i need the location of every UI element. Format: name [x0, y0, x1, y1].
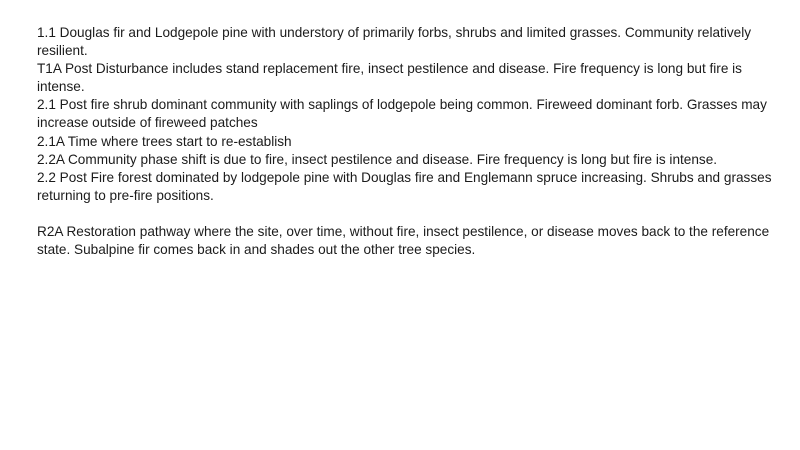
paragraph-spacer	[37, 205, 785, 223]
note-r2a: R2A Restoration pathway where the site, over time, without fire, insect pestilence, or disease moves back to the reference state. Subalpine fir comes back in and shades out the other tree species.	[37, 224, 770, 258]
note-2-2a: 2.2A Community phase shift is due to fire, insect pestilence and disease. Fire frequency is long but fire is intense.	[37, 151, 718, 167]
state-transition-notes	[37, 24, 785, 259]
note-2-1: 2.1 Post fire shrub dominant community with saplings of lodgepole being common. Fireweed dominant forb. Grasses may increase outside of fireweed patches	[37, 97, 767, 131]
note-t1a: T1A Post Disturbance includes stand replacement fire, insect pestilence and disease. Fire frequency is long but fire is intense.	[37, 61, 742, 95]
note-1-1: 1.1 Douglas fir and Lodgepole pine with understory of primarily forbs, shrubs and limited grasses. Community relatively resilient.	[37, 25, 752, 59]
note-2-1a: 2.1A Time where trees start to re-establish	[37, 133, 292, 149]
note-2-2: 2.2 Post Fire forest dominated by lodgepole pine with Douglas fire and Englemann spruce increasing. Shrubs and grasses returning to pre-fire positions.	[37, 169, 772, 203]
